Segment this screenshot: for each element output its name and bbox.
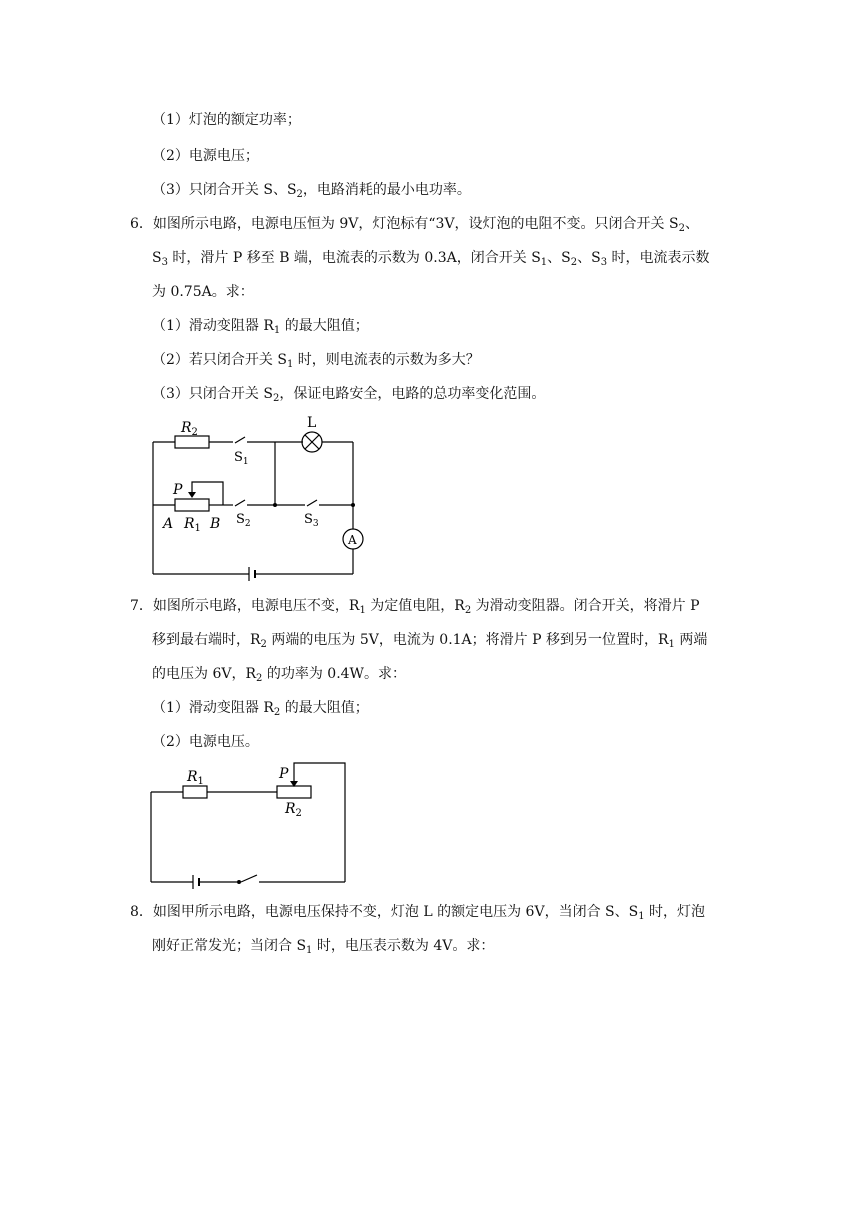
label-l: L bbox=[307, 415, 317, 431]
q5-item-2: （2）电源电压； bbox=[152, 148, 259, 164]
q5-item-3: （3）只闭合开关 S、$S_2$，电路消耗的最小电功率。 bbox=[152, 182, 471, 200]
label-s1: $S_1$ bbox=[234, 450, 249, 467]
label-p: P bbox=[279, 766, 289, 782]
q5-item-1: （1）灯泡的额定功率； bbox=[152, 112, 301, 128]
ammeter-label: A bbox=[348, 533, 357, 547]
q6-item-1: （1）滑动变阻器 $R_1$ 的最大阻值； bbox=[152, 318, 369, 336]
q7-item-1: （1）滑动变阻器 $R_2$ 的最大阻值； bbox=[152, 700, 369, 718]
label-s3: $S_3$ bbox=[304, 512, 319, 529]
q6-stem-line-3: 为 0.75A。求： bbox=[152, 284, 254, 300]
q6-stem-line-1: 6．如图所示电路，电源电压恒为 9V，灯泡标有“3V，设灯泡的电阻不变。只闭合开关 $S_2$、 bbox=[130, 216, 699, 234]
q6-stem-line-2: $S_3$ 时，滑片 P 移至 B 端，电流表的示数为 0.3A，闭合开关 $S_1$、$S_2$、$S_3$ 时，电流表示数 bbox=[152, 250, 710, 268]
label-r1: $R_1$ bbox=[184, 516, 201, 534]
label-r2: $R_2$ bbox=[285, 801, 302, 819]
label-p: P bbox=[173, 482, 183, 498]
q7-stem-line-2: 移到最右端时，$R_2$ 两端的电压为 5V，电流为 0.1A；将滑片 P 移到另一位置时，$R_1$ 两端 bbox=[152, 632, 708, 650]
q7-stem-line-3: 的电压为 6V，$R_2$ 的功率为 0.4W。求： bbox=[152, 666, 406, 684]
label-r1: $R_1$ bbox=[187, 769, 204, 787]
label-r2: $R_2$ bbox=[181, 420, 198, 438]
q6-item-3: （3）只闭合开关 $S_2$，保证电路安全，电路的总功率变化范围。 bbox=[152, 386, 546, 404]
q8-stem-line-1: 8．如图甲所示电路，电源电压保持不变，灯泡 L 的额定电压为 6V，当闭合 S、$S_1$ 时，灯泡 bbox=[130, 904, 706, 922]
label-b: B bbox=[210, 516, 221, 532]
q8-stem-line-2: 刚好正常发光；当闭合 $S_1$ 时，电压表示数为 4V。求： bbox=[152, 938, 495, 956]
q6-circuit-diagram bbox=[145, 412, 385, 582]
q6-item-2: （2）若只闭合开关 $S_1$ 时，则电流表的示数为多大？ bbox=[152, 352, 480, 370]
label-s2: $S_2$ bbox=[236, 512, 251, 529]
q7-stem-line-1: 7．如图所示电路，电源电压不变，$R_1$ 为定值电阻，$R_2$ 为滑动变阻器。闭合开关，将滑片 P bbox=[130, 598, 700, 616]
q7-circuit-diagram bbox=[145, 758, 355, 888]
q7-item-2: （2）电源电压。 bbox=[152, 734, 259, 750]
label-a: A bbox=[163, 516, 174, 532]
